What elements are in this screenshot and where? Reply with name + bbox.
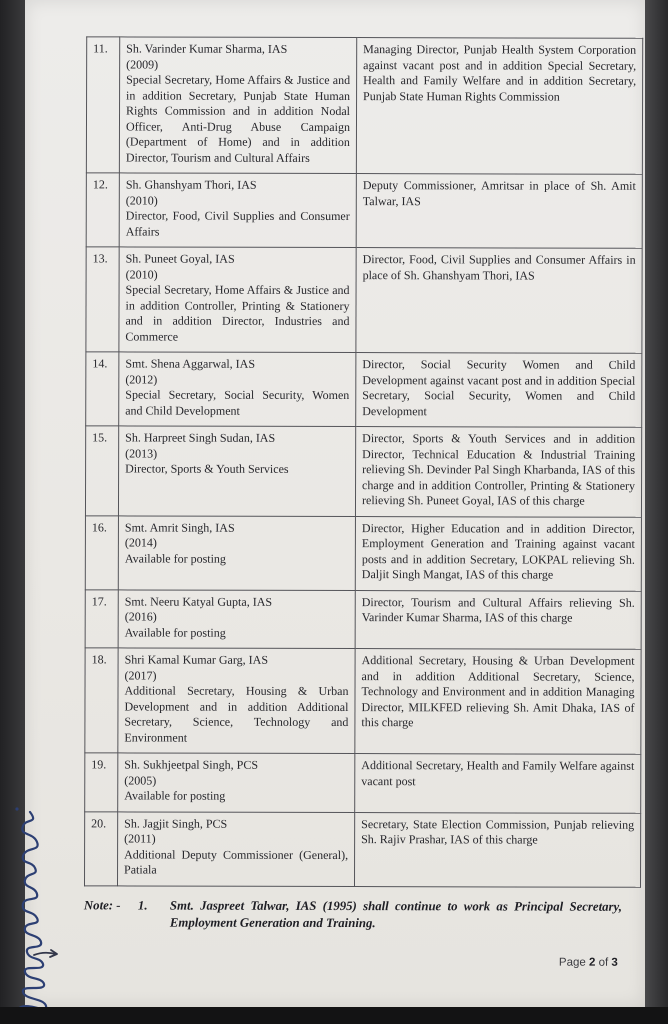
new-posting-text: Additional Secretary, Health and Family Welfare against vacant post	[361, 758, 635, 788]
page-number-prefix: Page	[558, 956, 586, 969]
serial-number: 12.	[92, 177, 108, 192]
margin-arrow-mark	[32, 947, 62, 961]
page-number-separator: of	[598, 956, 609, 969]
posting-row	[85, 515, 641, 590]
serial-number: 16.	[91, 519, 107, 534]
serial-number-cell	[85, 589, 118, 648]
officer-current-post: Available for posting	[124, 624, 226, 640]
scan-edge-right	[644, 0, 668, 1024]
officer-cell	[119, 352, 356, 427]
officer-current-post: Director, Sports & Youth Services	[125, 461, 289, 476]
officer-batch-year: (2005)	[124, 772, 157, 788]
serial-number: 13.	[92, 251, 108, 266]
new-posting-text: Additional Secretary, Housing & Urban Development and in addition Additional Secretary, Science, Technology and Environment and in addition Managing Director, MILKFED relieving Sh. Amit Dhaka, IAS of this charge	[361, 653, 635, 730]
new-posting-text: Director, Food, Civil Supplies and Consumer Affairs in place of Sh. Ghanshyam Thori, IAS	[362, 252, 636, 283]
officer-cell	[118, 426, 355, 516]
posting-row	[85, 589, 641, 649]
officer-name: Sh. Puneet Goyal, IAS	[125, 251, 235, 266]
new-posting-text: Director, Sports & Youth Services and in addition Director, Technical Education & Industrial Training relieving Sh. Devinder Pal Singh Kharbanda, IAS of this charge and in addition Controller, Printing & Stationery relieving Sh. Puneet Goyal, IAS of this charge	[361, 431, 636, 508]
posting-row	[86, 247, 642, 353]
officer-cell	[117, 811, 354, 886]
officer-name: Smt. Neeru Katyal Gupta, IAS	[124, 593, 273, 609]
page-number	[84, 955, 640, 968]
officer-current-post: Special Secretary, Home Affairs & Justice and in addition Secretary, Punjab State Human Rights Commission and in addition Nodal Officer, Anti-Drug Abuse Campaign (Department of Home) and in addition Director, Tourism and Cultural Affairs	[125, 72, 351, 165]
posting-row	[86, 37, 642, 174]
officer-cell	[118, 589, 355, 648]
serial-number-cell	[85, 648, 118, 753]
officer-current-post: Director, Food, Civil Supplies and Consumer Affairs	[125, 208, 350, 239]
posting-cell	[355, 427, 641, 517]
note-item-text: Smt. Jaspreet Talwar, IAS (1995) shall continue to work as Principal Secretary, Employment Generation and Training.	[169, 898, 622, 930]
serial-number-cell	[85, 515, 118, 589]
new-posting-text: Director, Social Security Women and Child Development against vacant post and in addition Special Secretary, Social Security, Women and Child Development	[362, 357, 636, 418]
new-posting-text: Managing Director, Punjab Health System Corporation against vacant post and in addition Special Secretary, Health and Family Welfare and in addition Secretary, Punjab State Human Rights Commission	[363, 42, 637, 104]
serial-number: 11.	[93, 41, 108, 56]
officer-cell	[118, 515, 355, 590]
postings-table	[84, 36, 643, 887]
officer-current-post: Available for posting	[124, 550, 226, 566]
officer-batch-year: (2013)	[125, 445, 158, 461]
serial-number: 17.	[91, 593, 107, 608]
serial-number-cell	[86, 247, 119, 352]
scan-edge-bottom	[0, 1007, 668, 1024]
posting-row	[86, 173, 642, 248]
officer-batch-year: (2011)	[124, 831, 156, 846]
posting-cell	[354, 812, 640, 887]
officer-name: Smt. Amrit Singh, IAS	[124, 519, 235, 535]
serial-number: 20.	[91, 815, 107, 830]
officer-cell	[119, 247, 356, 353]
officer-name: Shri Kamal Kumar Garg, IAS	[124, 652, 269, 667]
officer-cell	[119, 37, 356, 174]
officer-batch-year: (2014)	[124, 535, 157, 550]
officer-batch-year: (2009)	[126, 56, 159, 72]
posting-row	[85, 753, 641, 813]
page-number-current: 2	[588, 956, 596, 969]
officer-current-post: Special Secretary, Social Security, Women and Child Development	[125, 387, 350, 418]
posting-cell	[355, 516, 641, 591]
posting-cell	[356, 353, 642, 428]
posting-cell	[356, 174, 642, 249]
officer-name: Sh. Sukhjeetpal Singh, PCS	[124, 757, 259, 772]
serial-number-cell	[85, 426, 118, 516]
serial-number-cell	[86, 173, 119, 247]
officer-current-post: Available for posting	[124, 788, 226, 803]
officer-name: Sh. Varinder Kumar Sharma, IAS	[126, 41, 288, 56]
posting-row	[85, 648, 641, 754]
posting-row	[84, 811, 640, 886]
note-section	[84, 897, 640, 932]
note-item-number: 1.	[137, 897, 148, 913]
posting-cell	[355, 590, 641, 649]
serial-number: 18.	[91, 652, 107, 667]
posting-row	[85, 426, 641, 517]
officer-batch-year: (2017)	[124, 667, 157, 683]
officer-batch-year: (2010)	[125, 266, 158, 282]
document-content	[25, 0, 645, 1007]
postings-table-body	[84, 37, 642, 887]
serial-number: 15.	[92, 430, 108, 445]
posting-cell	[356, 38, 642, 175]
officer-name: Smt. Shena Aggarwal, IAS	[125, 356, 256, 371]
posting-cell	[355, 649, 641, 755]
new-posting-text: Director, Tourism and Cultural Affairs relieving Sh. Varinder Kumar Sharma, IAS of this charge	[361, 594, 635, 625]
new-posting-text: Deputy Commissioner, Amritsar in place of Sh. Amit Talwar, IAS	[362, 178, 636, 208]
officer-current-post: Additional Deputy Commissioner (General), Patiala	[124, 846, 349, 877]
serial-number: 14.	[92, 356, 108, 371]
officer-cell	[119, 173, 356, 248]
new-posting-text: Secretary, State Election Commission, Punjab relieving Sh. Rajiv Prashar, IAS of this charge	[361, 816, 635, 847]
officer-batch-year: (2012)	[125, 371, 158, 387]
serial-number-cell	[84, 811, 117, 885]
scan-edge-left	[0, 0, 25, 1024]
officer-name: Sh. Harpreet Singh Sudan, IAS	[125, 430, 276, 445]
new-posting-text: Director, Higher Education and in addition Director, Employment Generation and Training against vacant posts and in addition Secretary, LOKPAL relieving Sh. Daljit Singh Mangat, IAS of this charge	[361, 520, 635, 582]
posting-cell	[355, 754, 641, 813]
officer-cell	[118, 648, 355, 754]
serial-number: 19.	[91, 757, 107, 772]
page-number-total: 3	[611, 956, 618, 969]
officer-current-post: Additional Secretary, Housing & Urban Development and in addition Additional Secretary, Science, Technology and Environment	[124, 683, 349, 745]
serial-number-cell	[85, 753, 118, 812]
officer-batch-year: (2016)	[124, 609, 157, 624]
officer-current-post: Special Secretary, Home Affairs & Justice and in addition Controller, Printing & Stationery and in addition Director, Industries and Commerce	[125, 282, 350, 344]
officer-batch-year: (2010)	[125, 192, 158, 208]
posting-row	[86, 352, 642, 427]
serial-number-cell	[86, 352, 119, 426]
officer-name: Sh. Jagjit Singh, PCS	[124, 815, 228, 831]
officer-name: Sh. Ghanshyam Thori, IAS	[125, 177, 257, 192]
note-label: Note: -	[83, 897, 121, 912]
posting-cell	[356, 248, 642, 354]
document-paper	[25, 0, 645, 1007]
officer-cell	[118, 753, 355, 812]
serial-number-cell	[86, 37, 119, 173]
